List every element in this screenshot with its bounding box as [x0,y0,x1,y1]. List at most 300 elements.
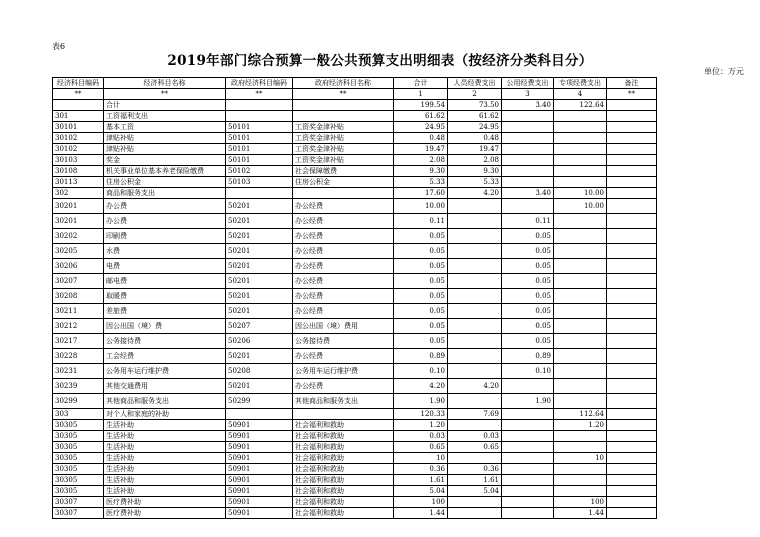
special-cell [554,349,607,364]
public-cell: 0.10 [502,364,554,379]
econ-name-cell: 住房公积金 [104,177,226,188]
remark-cell [607,319,657,334]
econ-code-cell: 30101 [53,122,104,133]
personnel-cell: 9.30 [448,166,502,177]
gov-code-cell [226,409,293,420]
table-row [53,319,657,334]
public-cell [502,133,554,144]
gov-code-cell: 50201 [226,244,293,259]
marker-cell: ** [53,89,104,100]
table-row [53,274,657,289]
total-cell: 0.89 [394,349,448,364]
econ-name-cell: 合计 [104,100,226,111]
personnel-cell: 0.36 [448,464,502,475]
econ-name-cell: 因公出国（境）费 [104,319,226,334]
public-cell [502,420,554,431]
personnel-cell: 61.62 [448,111,502,122]
remark-cell [607,486,657,497]
econ-name-cell: 基本工资 [104,122,226,133]
table-row [53,442,657,453]
marker-cell: 3 [502,89,554,100]
total-cell: 0.05 [394,319,448,334]
header-cell: 经济科目编码 [53,78,104,89]
personnel-cell: 19.47 [448,144,502,155]
econ-code-cell: 30305 [53,431,104,442]
gov-name-cell: 住房公积金 [293,177,394,188]
total-cell: 0.05 [394,229,448,244]
special-cell: 1.20 [554,420,607,431]
remark-cell [607,199,657,214]
table-row [53,486,657,497]
personnel-cell [448,334,502,349]
public-cell: 0.05 [502,334,554,349]
remark-cell [607,177,657,188]
table-row [53,111,657,122]
total-cell: 17.60 [394,188,448,199]
gov-name-cell: 社会福利和救助 [293,453,394,464]
special-cell: 112.64 [554,409,607,420]
public-cell [502,464,554,475]
personnel-cell: 0.65 [448,442,502,453]
table-row [53,199,657,214]
remark-cell [607,214,657,229]
personnel-cell: 24.95 [448,122,502,133]
econ-code-cell: 30113 [53,177,104,188]
gov-name-cell: 工资奖金津补贴 [293,144,394,155]
gov-code-cell: 50901 [226,431,293,442]
econ-code-cell: 30206 [53,259,104,274]
header-cell: 合计 [394,78,448,89]
gov-name-cell: 办公经费 [293,379,394,394]
special-cell [554,334,607,349]
total-cell: 0.03 [394,431,448,442]
personnel-cell [448,229,502,244]
econ-code-cell: 302 [53,188,104,199]
total-cell: 0.05 [394,334,448,349]
total-cell: 1.61 [394,475,448,486]
marker-cell: ** [226,89,293,100]
gov-name-cell [293,188,394,199]
header-cell: 公用经费支出 [502,78,554,89]
special-cell: 10.00 [554,199,607,214]
econ-code-cell: 30305 [53,486,104,497]
remark-cell [607,289,657,304]
remark-cell [607,122,657,133]
marker-cell: ** [104,89,226,100]
special-cell [554,133,607,144]
header-cell: 专项经费支出 [554,78,607,89]
marker-cell: 1 [394,89,448,100]
table-row [53,464,657,475]
personnel-cell [448,453,502,464]
econ-name-cell: 办公费 [104,199,226,214]
marker-cell: 4 [554,89,607,100]
remark-cell [607,453,657,464]
personnel-cell [448,289,502,304]
personnel-cell [448,508,502,519]
econ-name-cell: 差旅费 [104,304,226,319]
econ-code-cell: 30231 [53,364,104,379]
econ-code-cell: 30217 [53,334,104,349]
gov-name-cell: 社会福利和救助 [293,464,394,475]
public-cell [502,497,554,508]
econ-code-cell: 30201 [53,199,104,214]
public-cell [502,177,554,188]
econ-name-cell: 津贴补贴 [104,144,226,155]
econ-code-cell: 30208 [53,289,104,304]
total-cell: 1.90 [394,394,448,409]
personnel-cell [448,497,502,508]
special-cell: 1.44 [554,508,607,519]
special-cell [554,155,607,166]
remark-cell [607,508,657,519]
gov-code-cell: 50901 [226,497,293,508]
total-cell: 0.05 [394,259,448,274]
remark-cell [607,364,657,379]
table-row [53,475,657,486]
public-cell: 3.40 [502,100,554,111]
special-cell: 100 [554,497,607,508]
gov-code-cell: 50901 [226,453,293,464]
public-cell [502,475,554,486]
econ-code-cell: 30202 [53,229,104,244]
public-cell [502,199,554,214]
total-cell: 0.48 [394,133,448,144]
personnel-cell [448,274,502,289]
table-row [53,177,657,188]
personnel-cell [448,244,502,259]
gov-code-cell: 50201 [226,214,293,229]
gov-code-cell: 50201 [226,274,293,289]
econ-code-cell: 30305 [53,475,104,486]
special-cell [554,304,607,319]
gov-code-cell: 50101 [226,133,293,144]
total-cell: 1.44 [394,508,448,519]
gov-name-cell: 社会福利和救助 [293,431,394,442]
gov-code-cell: 50901 [226,420,293,431]
gov-name-cell: 办公经费 [293,229,394,244]
econ-code-cell: 30307 [53,508,104,519]
gov-code-cell: 50901 [226,464,293,475]
gov-name-cell: 社会福利和救助 [293,442,394,453]
public-cell [502,508,554,519]
gov-name-cell [293,409,394,420]
remark-cell [607,431,657,442]
table-row [53,133,657,144]
econ-name-cell: 其他商品和服务支出 [104,394,226,409]
gov-code-cell: 50201 [226,229,293,244]
public-cell: 0.05 [502,319,554,334]
special-cell [554,244,607,259]
gov-name-cell: 工资奖金津补贴 [293,133,394,144]
header-cell: 政府经济科目名称 [293,78,394,89]
total-cell: 2.08 [394,155,448,166]
personnel-cell [448,420,502,431]
total-cell: 0.05 [394,304,448,319]
public-cell: 0.05 [502,304,554,319]
total-cell: 24.95 [394,122,448,133]
econ-code-cell: 30305 [53,464,104,475]
econ-name-cell: 取暖费 [104,289,226,304]
econ-code-cell: 30102 [53,133,104,144]
total-cell: 0.36 [394,464,448,475]
gov-name-cell: 社会福利和救助 [293,486,394,497]
econ-code-cell: 301 [53,111,104,122]
econ-code-cell: 30102 [53,144,104,155]
econ-code-cell: 30205 [53,244,104,259]
gov-code-cell: 50201 [226,259,293,274]
public-cell [502,379,554,394]
public-cell: 0.05 [502,274,554,289]
total-cell: 10 [394,453,448,464]
table-row [53,188,657,199]
marker-cell: 2 [448,89,502,100]
econ-name-cell: 生活补助 [104,453,226,464]
gov-name-cell: 办公经费 [293,259,394,274]
special-cell [554,274,607,289]
public-cell [502,155,554,166]
remark-cell [607,188,657,199]
gov-code-cell: 50201 [226,304,293,319]
remark-cell [607,409,657,420]
gov-code-cell: 50103 [226,177,293,188]
total-cell: 4.20 [394,379,448,394]
total-cell: 61.62 [394,111,448,122]
gov-code-cell [226,111,293,122]
gov-name-cell: 办公经费 [293,349,394,364]
special-cell [554,394,607,409]
remark-cell [607,304,657,319]
remark-cell [607,379,657,394]
personnel-cell [448,394,502,409]
econ-code-cell: 30305 [53,420,104,431]
table-row [53,431,657,442]
gov-code-cell: 50299 [226,394,293,409]
public-cell [502,431,554,442]
table-row [53,394,657,409]
econ-name-cell: 生活补助 [104,464,226,475]
table-row [53,508,657,519]
public-cell [502,409,554,420]
total-cell: 5.04 [394,486,448,497]
econ-name-cell: 工会经费 [104,349,226,364]
public-cell [502,453,554,464]
total-cell: 1.20 [394,420,448,431]
personnel-cell [448,319,502,334]
public-cell: 0.05 [502,259,554,274]
expenditure-table [52,77,657,519]
personnel-cell [448,199,502,214]
gov-code-cell [226,188,293,199]
remark-cell [607,166,657,177]
public-cell: 1.90 [502,394,554,409]
personnel-cell: 0.48 [448,133,502,144]
table-row [53,289,657,304]
marker-cell: ** [607,89,657,100]
header-cell: 人员经费支出 [448,78,502,89]
personnel-cell: 2.08 [448,155,502,166]
table-row [53,304,657,319]
special-cell [554,319,607,334]
gov-code-cell [226,100,293,111]
public-cell [502,144,554,155]
total-cell: 10.00 [394,199,448,214]
gov-name-cell: 社会福利和救助 [293,475,394,486]
remark-cell [607,229,657,244]
econ-name-cell: 办公费 [104,214,226,229]
remark-cell [607,133,657,144]
header-cell: 经济科目名称 [104,78,226,89]
public-cell: 3.40 [502,188,554,199]
econ-code-cell: 30212 [53,319,104,334]
special-cell [554,144,607,155]
gov-code-cell: 50207 [226,319,293,334]
remark-cell [607,155,657,166]
gov-name-cell: 办公经费 [293,304,394,319]
table-row [53,409,657,420]
econ-code-cell: 30305 [53,453,104,464]
table-row [53,244,657,259]
special-cell [554,111,607,122]
personnel-cell [448,214,502,229]
remark-cell [607,259,657,274]
econ-name-cell: 生活补助 [104,486,226,497]
public-cell [502,486,554,497]
personnel-cell [448,259,502,274]
econ-name-cell: 生活补助 [104,420,226,431]
special-cell: 10.00 [554,188,607,199]
remark-cell [607,349,657,364]
total-cell: 0.05 [394,289,448,304]
gov-code-cell: 50901 [226,508,293,519]
gov-name-cell: 办公经费 [293,199,394,214]
remark-cell [607,497,657,508]
special-cell [554,364,607,379]
table-row [53,166,657,177]
gov-code-cell: 50901 [226,442,293,453]
remark-cell [607,442,657,453]
econ-code-cell [53,100,104,111]
total-cell: 120.33 [394,409,448,420]
personnel-cell: 5.33 [448,177,502,188]
econ-code-cell: 30307 [53,497,104,508]
gov-code-cell: 50101 [226,122,293,133]
table-row [53,420,657,431]
public-cell: 0.05 [502,229,554,244]
econ-code-cell: 30207 [53,274,104,289]
remark-cell [607,475,657,486]
econ-name-cell: 生活补助 [104,431,226,442]
gov-code-cell: 50206 [226,334,293,349]
remark-cell [607,274,657,289]
gov-name-cell: 其他商品和服务支出 [293,394,394,409]
gov-code-cell: 50201 [226,199,293,214]
special-cell [554,289,607,304]
table-row [53,379,657,394]
econ-name-cell: 生活补助 [104,442,226,453]
remark-cell [607,464,657,475]
special-cell [554,214,607,229]
econ-name-cell: 对个人和家庭的补助 [104,409,226,420]
total-cell: 0.65 [394,442,448,453]
personnel-cell: 1.61 [448,475,502,486]
econ-name-cell: 医疗费补助 [104,497,226,508]
marker-row [53,89,657,100]
special-cell [554,166,607,177]
gov-name-cell: 工资奖金津补贴 [293,122,394,133]
econ-code-cell: 30239 [53,379,104,394]
table-row [53,214,657,229]
special-cell [554,259,607,274]
total-cell: 0.10 [394,364,448,379]
gov-name-cell: 办公经费 [293,289,394,304]
public-cell: 0.11 [502,214,554,229]
econ-name-cell: 邮电费 [104,274,226,289]
personnel-cell [448,349,502,364]
table-row [53,259,657,274]
personnel-cell: 7.69 [448,409,502,420]
remark-cell [607,334,657,349]
special-cell [554,475,607,486]
personnel-cell: 4.20 [448,379,502,394]
econ-name-cell: 水费 [104,244,226,259]
gov-code-cell: 50201 [226,379,293,394]
total-cell: 9.30 [394,166,448,177]
public-cell [502,111,554,122]
econ-name-cell: 机关事业单位基本养老保险缴费 [104,166,226,177]
personnel-cell: 5.04 [448,486,502,497]
econ-code-cell: 30228 [53,349,104,364]
remark-cell [607,420,657,431]
econ-name-cell: 津贴补贴 [104,133,226,144]
gov-name-cell: 办公经费 [293,274,394,289]
gov-name-cell: 社会保障缴费 [293,166,394,177]
public-cell [502,166,554,177]
econ-name-cell: 印刷费 [104,229,226,244]
total-cell: 199.54 [394,100,448,111]
remark-cell [607,244,657,259]
gov-name-cell [293,100,394,111]
gov-name-cell: 办公经费 [293,244,394,259]
econ-code-cell: 30108 [53,166,104,177]
econ-code-cell: 30305 [53,442,104,453]
remark-cell [607,100,657,111]
gov-name-cell: 公务用车运行维护费 [293,364,394,379]
public-cell: 0.89 [502,349,554,364]
page-title: 2019年部门综合预算一般公共预算支出明细表（按经济分类科目分） [167,53,593,69]
special-cell [554,431,607,442]
econ-name-cell: 奖金 [104,155,226,166]
econ-name-cell: 公务接待费 [104,334,226,349]
econ-name-cell: 工资福利支出 [104,111,226,122]
remark-cell [607,111,657,122]
gov-name-cell: 因公出国（境）费用 [293,319,394,334]
table-row [53,122,657,133]
personnel-cell [448,364,502,379]
header-row [53,78,657,89]
gov-name-cell: 社会福利和救助 [293,497,394,508]
gov-name-cell: 公务接待费 [293,334,394,349]
econ-code-cell: 30103 [53,155,104,166]
econ-code-cell: 303 [53,409,104,420]
gov-name-cell: 社会福利和救助 [293,508,394,519]
gov-name-cell [293,111,394,122]
gov-code-cell: 50208 [226,364,293,379]
special-cell [554,464,607,475]
table-row [53,334,657,349]
special-cell [554,486,607,497]
econ-name-cell: 生活补助 [104,475,226,486]
